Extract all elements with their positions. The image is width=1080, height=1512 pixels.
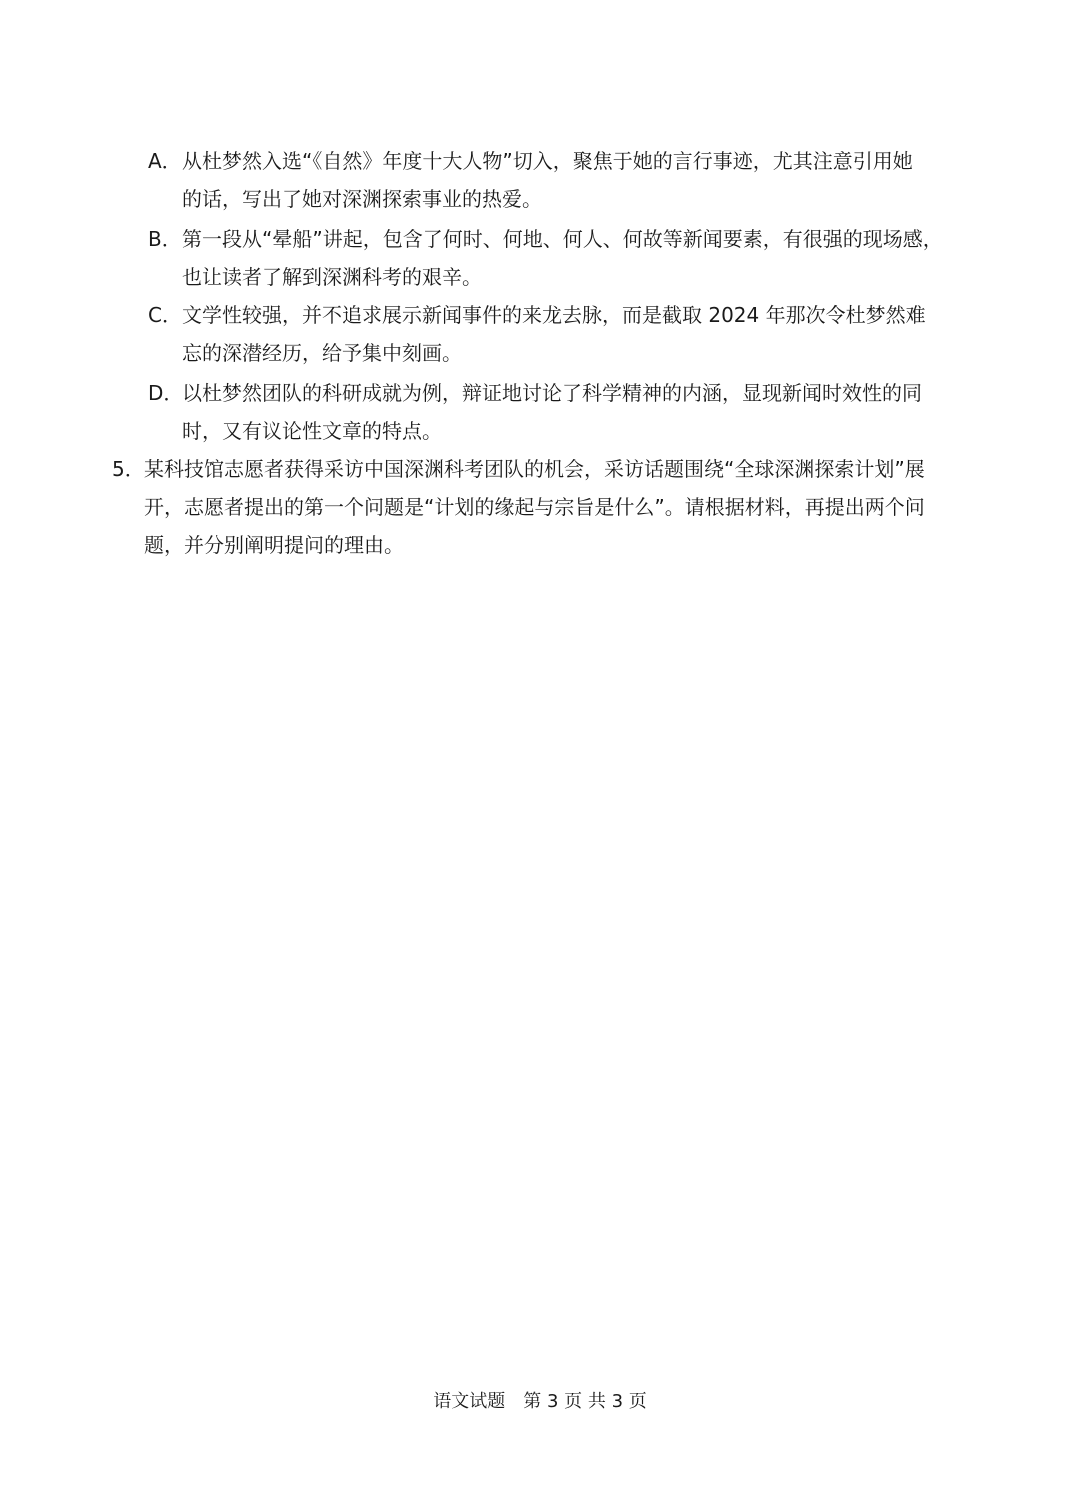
question-text-line: 开，志愿者提出的第一个问题是“计划的缘起与宗旨是什么”。请根据材料，再提出两个问	[144, 495, 925, 519]
page-footer: 语文试题 第 3 页 共 3 页	[433, 1391, 647, 1412]
option-letter: A．	[148, 149, 182, 173]
option-text-line: 也让读者了解到深渊科考的艰辛。	[182, 265, 482, 289]
question-5	[112, 450, 970, 564]
option-text-line: 以杜梦然团队的科研成就为例，辩证地讨论了科学精神的内涵，显现新闻时效性的同	[182, 381, 922, 405]
option-letter: B．	[148, 227, 182, 251]
question-number: 5．	[112, 457, 145, 481]
question-text-line: 题，并分别阐明提问的理由。	[144, 533, 404, 557]
option-c	[148, 296, 968, 372]
question-text-line: 某科技馆志愿者获得采访中国深渊科考团队的机会，采访话题围绕“全球深渊探索计划”展	[144, 457, 925, 481]
option-a	[148, 142, 968, 218]
option-text-line: 从杜梦然入选“《自然》年度十大人物”切入，聚焦于她的言行事迹，尤其注意引用她	[182, 149, 913, 173]
option-d	[148, 374, 968, 450]
option-text-line: 的话，写出了她对深渊探索事业的热爱。	[182, 187, 542, 211]
option-text-line: 第一段从“晕船”讲起，包含了何时、何地、何人、何故等新闻要素，有很强的现场感，	[182, 227, 943, 251]
option-letter: D．	[148, 381, 184, 405]
option-text-line: 时，又有议论性文章的特点。	[182, 419, 442, 443]
option-b	[148, 220, 968, 296]
option-letter: C．	[148, 303, 182, 327]
option-text-line: 文学性较强，并不追求展示新闻事件的来龙去脉，而是截取 2024 年那次令杜梦然难	[182, 303, 926, 327]
option-text-line: 忘的深潜经历，给予集中刻画。	[182, 341, 462, 365]
